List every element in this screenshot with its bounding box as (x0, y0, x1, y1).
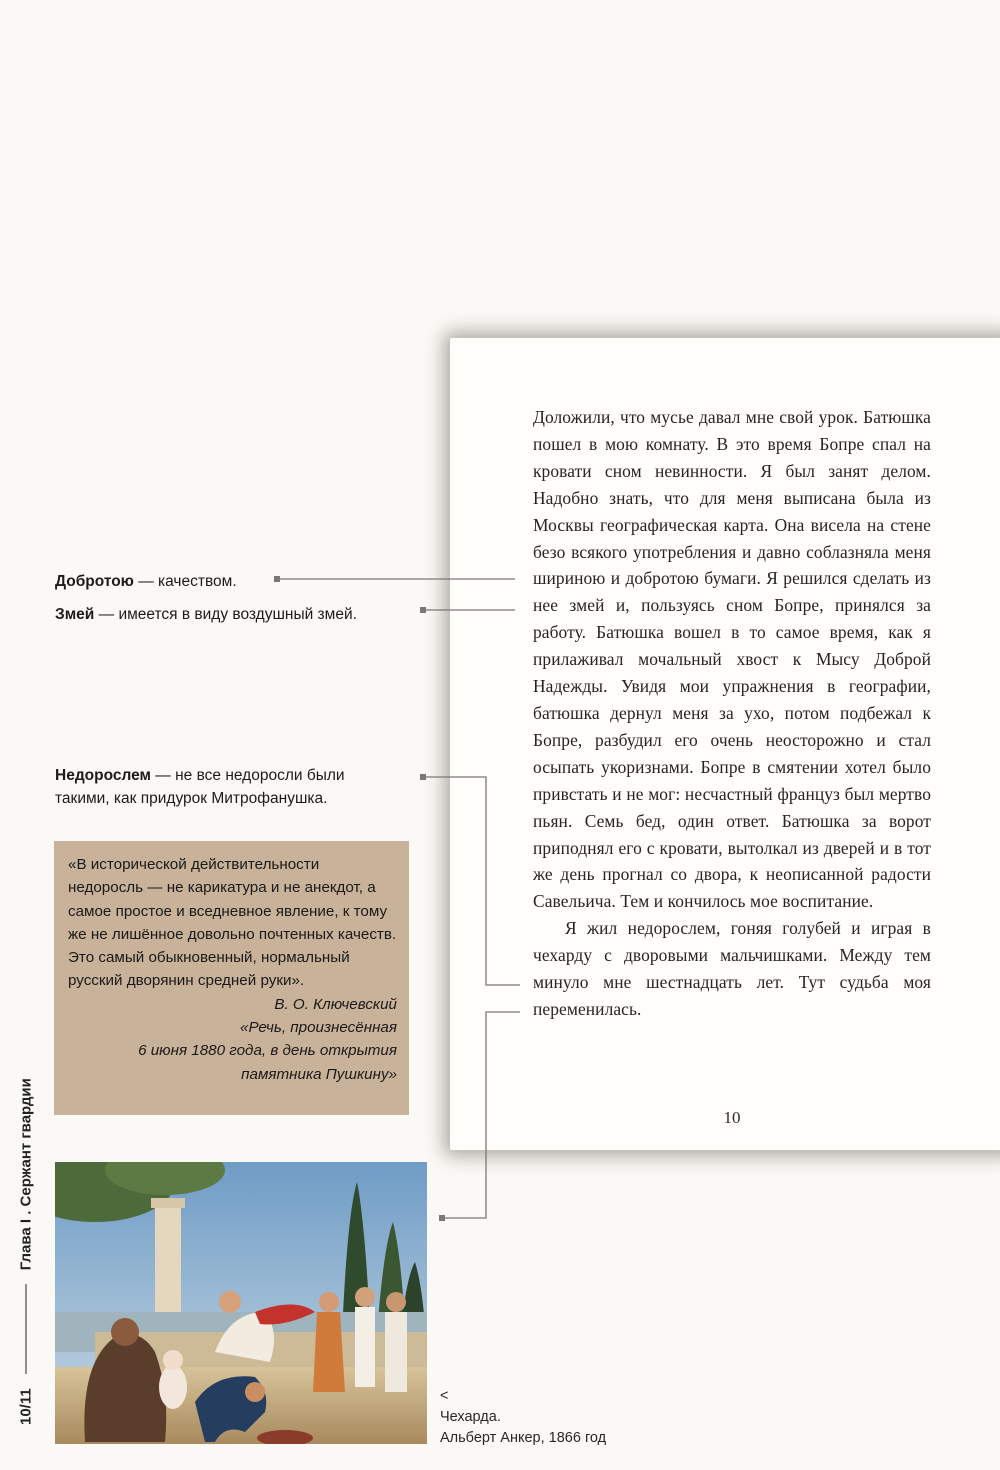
quote-text: «В исторической действительности недоросль — не карикатура и не анекдот, а самое простое и вседневное явление, к тому же не лишённое довольно почтенных качеств. Это самый обыкновенный, нормальный русский дворянин средней руки». (68, 856, 397, 990)
page-range: 10/11 (17, 1388, 35, 1425)
glossary-definition: — имеется в виду воздушный змей. (94, 606, 357, 623)
connector-line (444, 1012, 520, 1218)
image-caption (440, 1386, 606, 1449)
caption-credit: Альберт Анкер, 1866 год (440, 1430, 607, 1446)
glossary-definition: — качеством. (133, 573, 237, 590)
glossary-term: Недорослем (55, 767, 151, 784)
caption-arrow-icon: < (440, 1388, 449, 1404)
glossary-term: Змей (55, 606, 95, 623)
connector-line (424, 777, 520, 985)
painting-image (55, 1162, 427, 1444)
quote-source-line: «Речь, произнесённая (240, 1019, 397, 1037)
caption-title: Чехарда. (440, 1409, 501, 1425)
divider (25, 1284, 27, 1374)
chapter-side-tab (10, 855, 46, 1425)
book-page-number: 10 (723, 1108, 741, 1127)
chapter-title: Глава I . Сержант гвардии (17, 1078, 35, 1271)
quote-author: В. О. Ключевский (274, 995, 397, 1013)
painting-illustration (55, 1162, 427, 1444)
glossary-term: Добротою (55, 573, 134, 590)
connector-marker (420, 774, 426, 780)
connector-marker (420, 607, 426, 613)
glossary-definition: — не все недоросли были (151, 767, 345, 784)
quote-box (54, 841, 409, 1115)
connector-marker (439, 1215, 445, 1221)
glossary-definition: такими, как придурок Митрофанушка. (55, 790, 328, 807)
quote-source-line: 6 июня 1880 года, в день открытия (138, 1042, 397, 1060)
book-paragraph-2: Я жил недорослем, гоняя голубей и играя в чехарду с дворовыми мальчишками. Между тем минуло мне шестнадцать лет. Тут судьба моя переменилась. (533, 918, 931, 1019)
book-paragraph-1: Доложили, что мусье давал мне свой урок. Батюшка пошел в мою комнату. В это время Бопре спал на кровати сном невинности. Я был занят делом. Надобно знать, что для меня выписана была из Москвы географическая карта. Она висела на стене безо всякого употребления и давно соблазняла меня шириною и добротою бумаги. Я решился сделать из нее змей и, пользуясь сном Бопре, принялся за работу. Батюшка вошел в то самое время, как я прилаживал мочальный хвост к Мысу Доброй Надежды. Увидя мои упражнения в географии, батюшка дернул меня за ухо, потом подбежал к Бопре, разбудил его очень неосторожно и стал осыпать укоризнами. Бопре в смятении хотел было привстать и не мог: несчастный француз был мертво пьян. Семь бед, один ответ. Батюшка за ворот приподнял его с кровати, вытолкал из дверей и в тот же день прогнал со двора, к неописанной радости Савельича. Тем и кончилось мое воспитание. (533, 407, 931, 912)
quote-source-line: памятника Пушкину» (241, 1065, 397, 1083)
connector-marker (274, 576, 280, 582)
